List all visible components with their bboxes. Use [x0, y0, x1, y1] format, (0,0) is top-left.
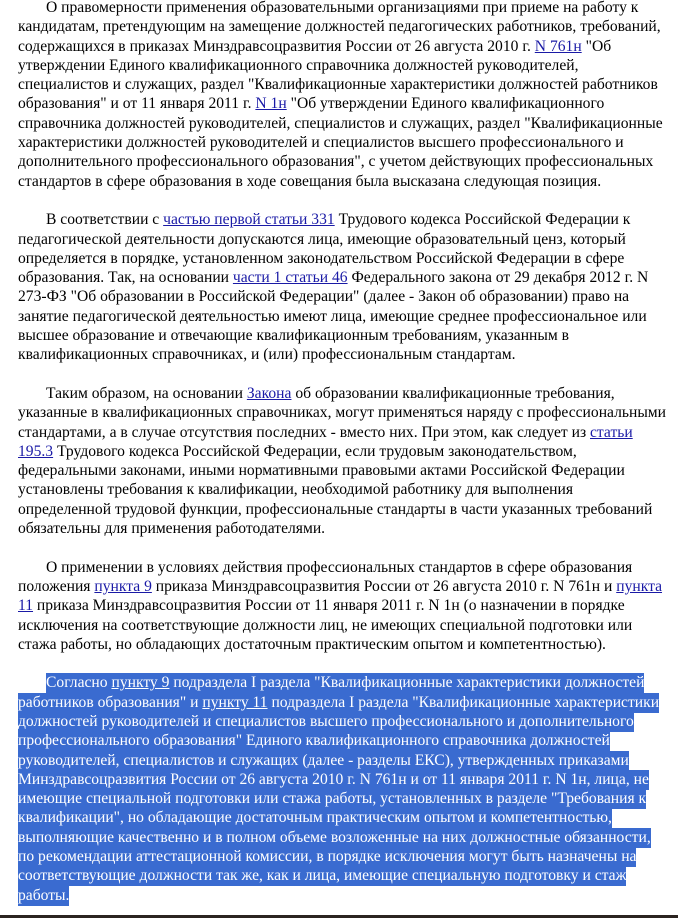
text: "Об утверждении Единого квалификационного справочника должностей руководителей, специалистов и служащих, раздел "Квалификационные характеристики должностей руководителей и специалистов высшего профессионального и дополнительного профессионального образования", с учетом действующих профессиональных стандартов в сфере образования в ходе совещания была высказана следующая позиция.	[18, 95, 663, 190]
selected-text[interactable]	[18, 673, 659, 905]
text: приказа Минздравсоцразвития России от 11 января 2011 г. N 1н (о назначении в порядке исключения на соответствующие должности лиц, не имеющих специальной подготовки или стажа работы, но обладающих достаточным практическим опытом и компетентностью).	[18, 597, 633, 653]
link-item-9-selected[interactable]: пункту 9	[111, 674, 170, 692]
link-article-331[interactable]: частью первой статьи 331	[163, 211, 335, 229]
document-body	[18, 0, 668, 924]
link-article-195-3[interactable]: статьи 195.3	[18, 423, 633, 460]
text: приказа Минздравсоцразвития России от 26 августа 2010 г. N 761н и	[151, 577, 617, 595]
text: О применении в условиях действия профессиональных стандартов в сфере образования положения	[18, 558, 633, 595]
link-article-46[interactable]: части 1 статьи 46	[232, 269, 348, 287]
text: Трудового кодекса Российской Федерации, если трудовым законодательством, федеральными законами, иными нормативными правовыми актами Российской Федерации установлены требования к квалификации, необходимой работнику для выполнения определенной трудовой функции, профессиональные стандарты в части указанных требований обязательны для применения работодателями.	[18, 442, 653, 538]
text: "Об утверждении Единого квалификационного справочника должностей руководителей, специалистов и служащих, раздел "Квалификационные характеристики должностей работников образования" и от 11 января 2011 г.	[18, 37, 658, 113]
paragraph-selected[interactable]	[18, 673, 668, 905]
link-order-1n[interactable]: N 1н	[255, 95, 287, 113]
text: об образовании квалификационные требования, указанные в квалификационных справочниках, могут применяться наряду с профессиональными стандартами, а в случае отсутствия последних - вместо них. При этом, как следует из	[18, 384, 667, 441]
text: Согласно	[46, 674, 112, 692]
paragraph-labor-code	[18, 210, 668, 364]
text: В соответствии с	[46, 211, 164, 229]
text: Трудового кодекса Российской Федерации к педагогической деятельности допускаются лица, имеющие образовательный ценз, который определяется в порядке, установленном законодательством Российской Федерации в сфере образования. Так, на основании	[18, 211, 631, 287]
text: Федерального закона от 29 декабря 2012 г. N 273-ФЗ "Об образовании в Российской Федерации" (далее - Закон об образовании) право на занятие педагогической деятельностью имеют лица, имеющие среднее профессиональное или высшее образование и отвечающие квалификационным требованиям, указанным в квалификационных справочниках, и (или) профессиональным стандартам.	[18, 269, 649, 364]
paragraph-intro	[18, 0, 668, 191]
paragraph-application	[18, 558, 668, 654]
link-item-9[interactable]: пункта 9	[94, 577, 152, 595]
link-order-761n[interactable]: N 761н	[534, 37, 582, 55]
text: О правомерности применения образовательными организациями при приеме на работу к кандидатам, претендующим на замещение должностей педагогических работников, требований, содержащихся в приказах Минздравсоцразвития России от 26 августа 2010 г.	[18, 0, 661, 55]
paragraph-standards	[18, 384, 668, 538]
link-item-11[interactable]: пункта 11	[18, 577, 663, 615]
text: подраздела I раздела "Квалификационные характеристики должностей руководителей и специалистов высшего профессионального и дополнительного профессионального образования" Единого квалификационного справочника должностей руководителей, специалистов и служащих (далее - разделы ЕКС), утвержденных приказами Минздравсоцразвития России от 26 августа 2010 г. N 761н и от 11 января 2011 г. N 1н, лица, не имеющие специальной подготовки или стажа работы, установленных в разделе "Требования к квалификации", но обладающие достаточным практическим опытом и компетентностью, выполняющие качественно и в полном объеме возложенные на них должностные обязанности, по рекомендации аттестационной комиссии, в порядке исключения могут быть назначены на соответствующие должности так же, как и лица, имеющие специальную подготовку и стаж работы.	[18, 693, 660, 904]
text: подраздела I раздела "Квалификационные характеристики должностей работников образования" и	[18, 674, 645, 711]
text: Таким образом, на основании	[46, 384, 247, 402]
link-item-11-selected[interactable]: пункту 11	[202, 693, 268, 711]
link-law[interactable]: Закона	[246, 384, 292, 402]
